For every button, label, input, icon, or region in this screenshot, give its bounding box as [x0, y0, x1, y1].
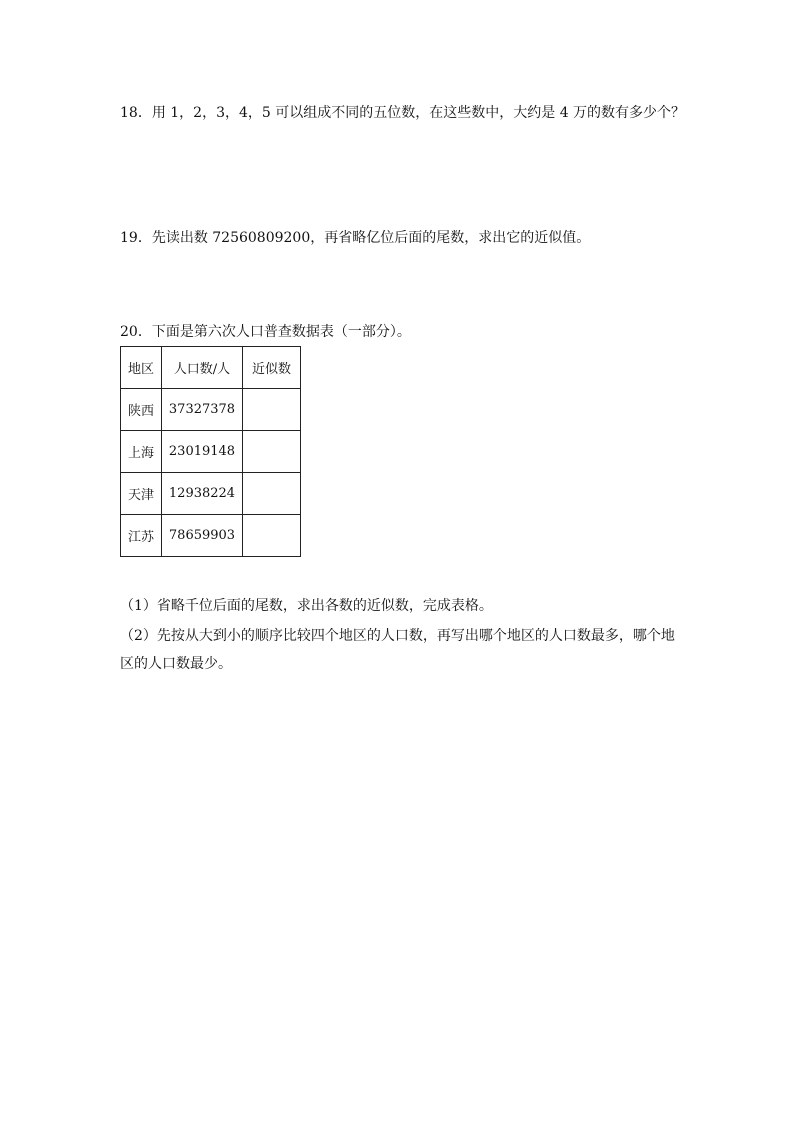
region-cell: 江苏: [121, 515, 162, 557]
approx-answer-cell[interactable]: [243, 389, 301, 431]
population-cell: 12938224: [162, 473, 243, 515]
subquestion-1: （1）省略千位后面的尾数，求出各数的近似数，完成表格。: [120, 598, 493, 614]
table-row: [121, 515, 301, 557]
question-18: 18．用 1，2，3，4，5 可以组成不同的五位数，在这些数中，大约是 4 万的数有多少个？: [120, 105, 686, 121]
population-cell: 37327378: [162, 389, 243, 431]
approx-answer-cell[interactable]: [243, 431, 301, 473]
table-row: [121, 431, 301, 473]
population-cell: 78659903: [162, 515, 243, 557]
approx-answer-cell[interactable]: [243, 473, 301, 515]
question-19: 19．先读出数 72560809200，再省略亿位后面的尾数，求出它的近似值。: [120, 230, 591, 246]
table-row: [121, 473, 301, 515]
subquestion-2: （2）先按从大到小的顺序比较四个地区的人口数，再写出哪个地区的人口数最多，哪个地区的人口数最少。: [120, 628, 675, 672]
header-population: 人口数/人: [162, 347, 243, 389]
approx-answer-cell[interactable]: [243, 515, 301, 557]
census-table: [120, 346, 301, 557]
table-row: [121, 389, 301, 431]
header-region: 地区: [121, 347, 162, 389]
table-header-row: [121, 347, 301, 389]
population-cell: 23019148: [162, 431, 243, 473]
header-approx: 近似数: [243, 347, 301, 389]
region-cell: 天津: [121, 473, 162, 515]
question-20: 20．下面是第六次人口普查数据表（一部分）。: [120, 324, 411, 340]
region-cell: 上海: [121, 431, 162, 473]
region-cell: 陕西: [121, 389, 162, 431]
